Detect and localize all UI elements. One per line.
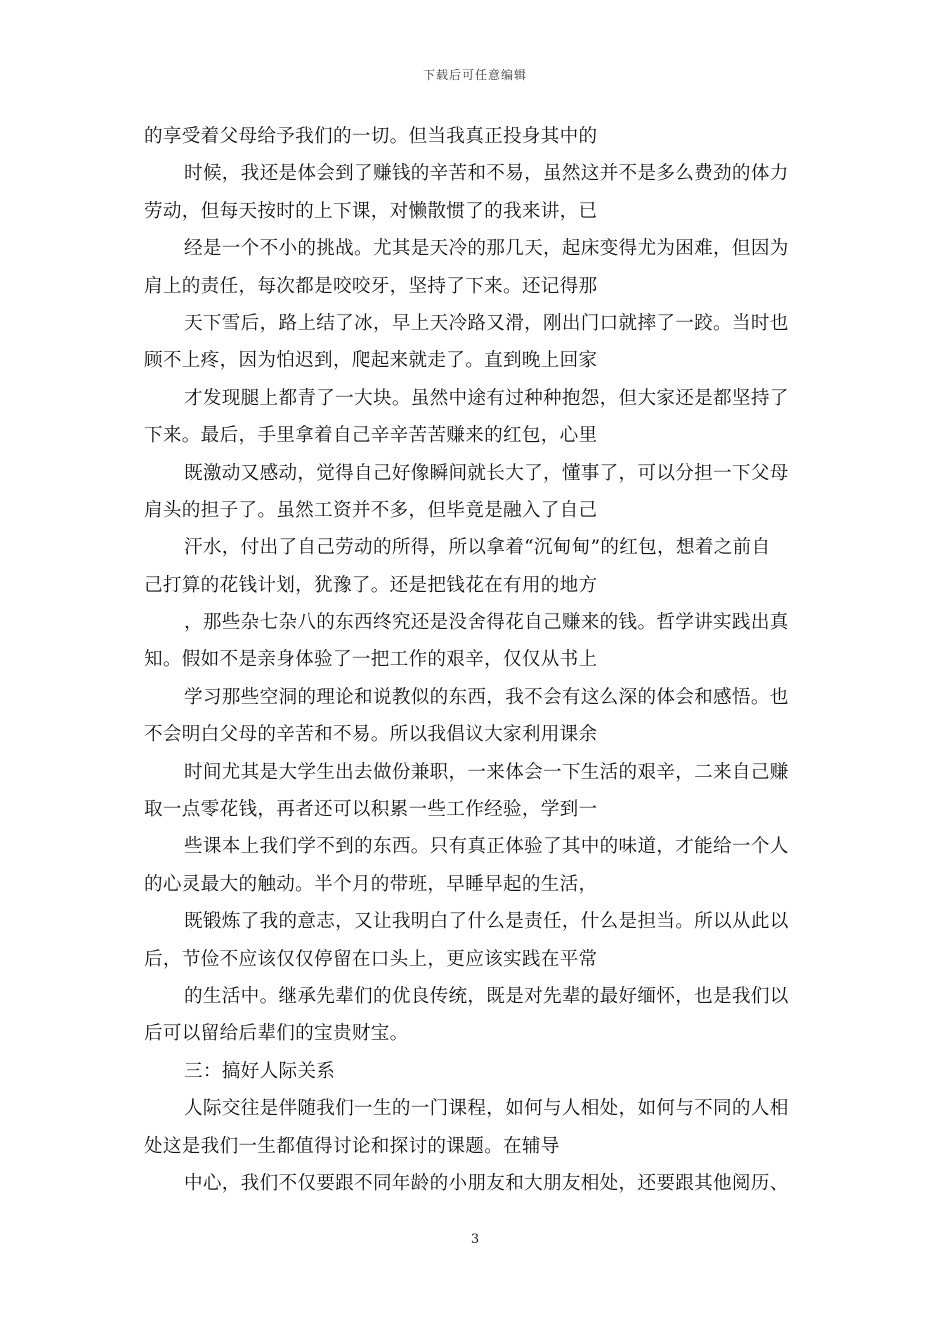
text-line: 己打算的花钱计划，犹豫了。还是把钱花在有用的地方 <box>144 574 598 596</box>
text-line: 人际交往是伴随我们一生的一门课程，如何与人相处，如何与不同的人相 <box>184 1098 789 1120</box>
page-number: 3 <box>470 1232 480 1247</box>
text-line: 肩头的担子了。虽然工资并不多，但毕竟是融入了自己 <box>144 499 598 521</box>
text-line: 顾不上疼，因为怕迟到，爬起来就走了。直到晚上回家 <box>144 350 598 372</box>
page-header: 下载后可任意编辑 <box>422 68 527 82</box>
text-line: 三：搞好人际关系 <box>184 1060 336 1082</box>
text-line: 时间尤其是大学生出去做份兼职，一来体会一下生活的艰辛，二来自己赚 <box>184 761 789 783</box>
text-line: 学习那些空洞的理论和说教似的东西，我不会有这么深的体会和感悟。也 <box>184 686 789 708</box>
text-line: 天下雪后，路上结了冰，早上天冷路又滑，刚出门口就摔了一跤。当时也 <box>184 312 789 334</box>
text-line: 处这是我们一生都值得讨论和探讨的课题。在辅导 <box>144 1135 560 1157</box>
text-line: 既激动又感动，觉得自己好像瞬间就长大了，懂事了，可以分担一下父母 <box>184 462 789 484</box>
text-line: 不会明白父母的辛苦和不易。所以我倡议大家利用课余 <box>144 724 598 746</box>
text-line: 后，节俭不应该仅仅停留在口头上，更应该实践在平常 <box>144 948 598 970</box>
text-line: 中心，我们不仅要跟不同年龄的小朋友和大朋友相处，还要跟其他阅历、 <box>184 1172 789 1194</box>
text-line: 汗水，付出了自己劳动的所得，所以拿着“沉甸甸”的红包，想着之前自 <box>184 537 771 559</box>
text-line: 下来。最后，手里拿着自己辛辛苦苦赚来的红包，心里 <box>144 425 598 447</box>
body-text <box>144 118 812 1202</box>
text-line: 时候，我还是体会到了赚钱的辛苦和不易，虽然这并不是多么费劲的体力 <box>184 163 789 185</box>
text-line: 的生活中。继承先辈们的优良传统，既是对先辈的最好缅怀，也是我们以 <box>184 985 789 1007</box>
text-line: 的心灵最大的触动。半个月的带班，早睡早起的生活， <box>144 873 598 895</box>
text-line: 经是一个不小的挑战。尤其是天冷的那几天，起床变得尤为困难，但因为 <box>184 238 789 260</box>
text-line: 知。假如不是亲身体验了一把工作的艰辛，仅仅从书上 <box>144 649 598 671</box>
text-line: 才发现腿上都青了一大块。虽然中途有过种种抱怨，但大家还是都坚持了 <box>184 387 789 409</box>
text-line: 的享受着父母给予我们的一切。但当我真正投身其中的 <box>144 126 598 147</box>
text-line: 既锻炼了我的意志，又让我明白了什么是责任，什么是担当。所以从此以 <box>184 911 789 933</box>
text-line: 些课本上我们学不到的东西。只有真正体验了其中的味道，才能给一个人 <box>184 836 789 858</box>
text-line: ，那些杂七杂八的东西终究还是没舍得花自己赚来的钱。哲学讲实践出真 <box>184 612 789 634</box>
text-line: 肩上的责任，每次都是咬咬牙，坚持了下来。还记得那 <box>144 275 598 297</box>
text-line: 取一点零花钱，再者还可以积累一些工作经验，学到一 <box>144 799 598 821</box>
text-line: 劳动，但每天按时的上下课，对懒散惯了的我来讲，已 <box>144 200 598 222</box>
text-line: 后可以留给后辈们的宝贵财宝。 <box>144 1023 409 1045</box>
